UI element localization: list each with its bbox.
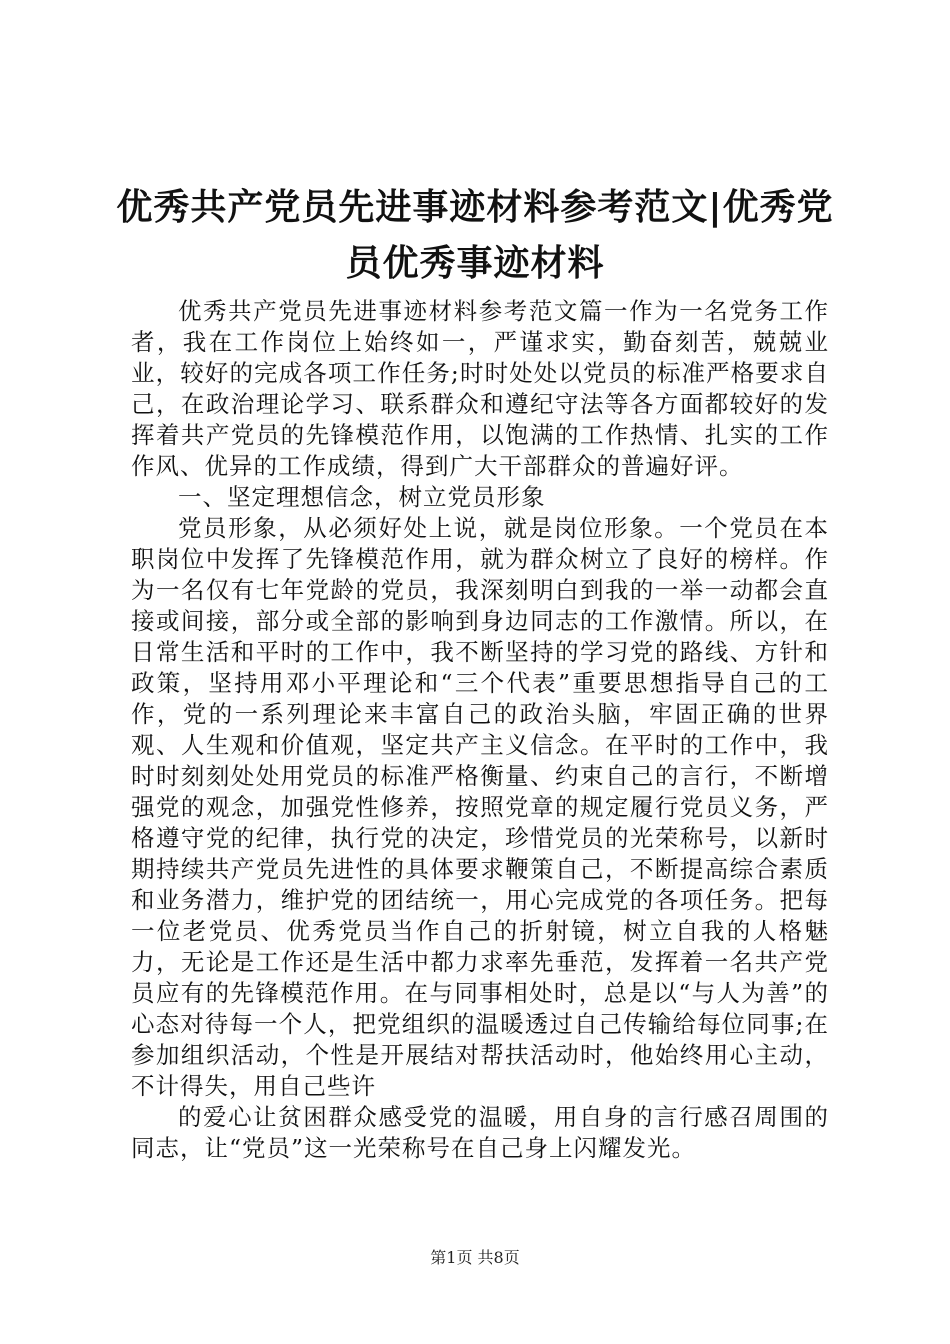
paragraph-party-image: 党员形象，从必须好处上说，就是岗位形象。一个党员在本职岗位中发挥了先锋模范作用，就为群众树立了良好的榜样。作为一名仅有七年党龄的党员，我深刻明白到我的一举一动都会直接或间接，部分或全部的影响到身边同志的工作激情。所以，在日常生活和平时的工作中，我不断坚持的学习党的路线、方针和政策，坚持用邓小平理论和“三个代表”重要思想指导自己的工作，党的一系列理论来丰富自己的政治头脑，牢固正确的世界观、人生观和价值观，坚定共产主义信念。在平时的工作中，我时时刻刻处处用党员的标准严格衡量、约束自己的言行，不断增强党的观念，加强党性修养，按照党章的规定履行党员义务，严格遵守党的纪律，执行党的决定，珍惜党员的光荣称号，以新时期持续共产党员先进性的具体要求鞭策自己，不断提高综合素质和业务潜力，维护党的团结统一，用心完成党的各项任务。把每一位老党员、优秀党员当作自己的折射镜，树立自我的人格魅力，无论是工作还是生活中都力求率先垂范，发挥着一名共产党员应有的先锋模范作用。在与同事相处时，总是以“与人为善”的心态对待每一个人，把党组织的温暖透过自己传输给每位同事;在参加组织活动，个性是开展结对帮扶活动时，他始终用心主动，不计得失，用自己些许 (131, 514, 829, 1100)
section-heading: 一、坚定理想信念，树立党员形象 (178, 483, 546, 511)
page-number-footer: 第1页 共8页 (430, 1248, 520, 1267)
document-body (131, 296, 829, 1164)
paragraph-intro: 优秀共产党员先进事迹材料参考范文篇一作为一名党务工作者，我在工作岗位上始终如一，严谨求实，勤奋刻苦，兢兢业业，较好的完成各项工作任务;时时处处以党员的标准严格要求自己，在政治理论学习、联系群众和遵纪守法等各方面都较好的发挥着共产党员的先锋模范作用，以饱满的工作热情、扎实的工作作风、优异的工作成绩，得到广大干部群众的普遍好评。 (131, 297, 829, 480)
paragraph-closing: 的爱心让贫困群众感受党的温暖，用自身的言行感召周围的同志，让“党员”这一光荣称号在自己身上闪耀发光。 (131, 1103, 829, 1162)
document-title: 优秀共产党员先进事迹材料参考范文|优秀党员优秀事迹材料 (116, 187, 834, 284)
